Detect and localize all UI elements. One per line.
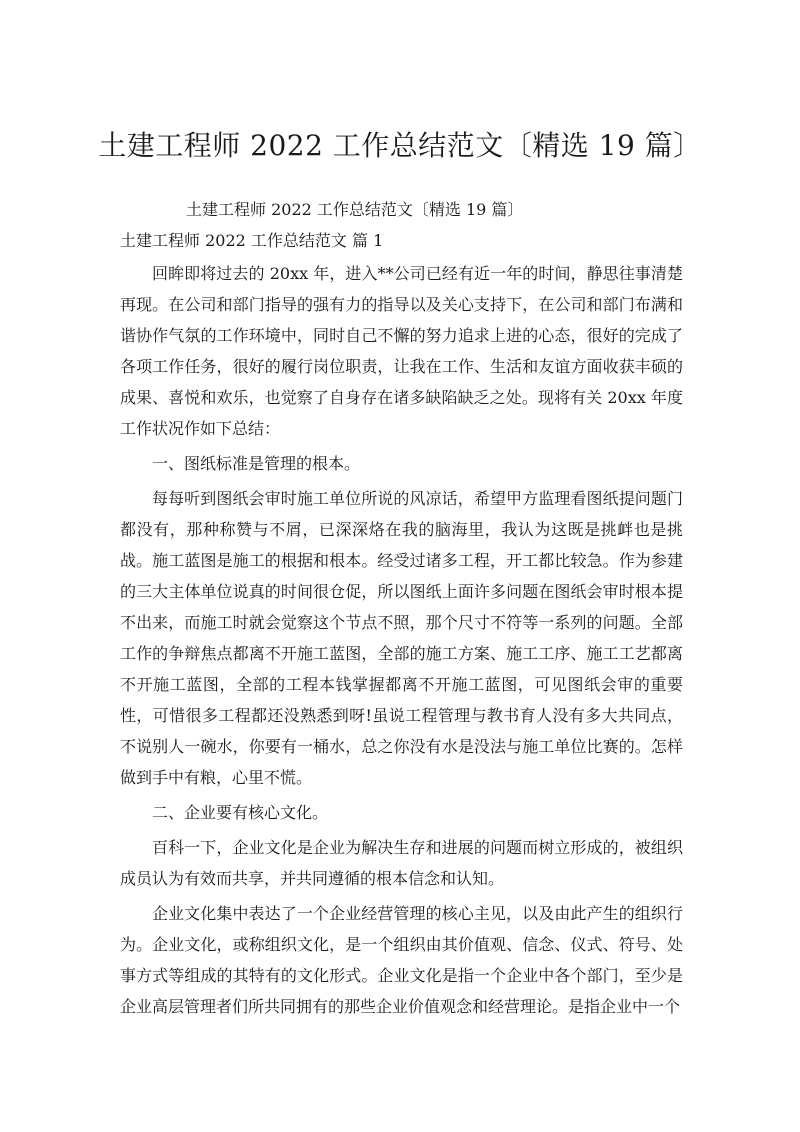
document-title: 土建工程师 2022 工作总结范文〔精选 19 篇〕 <box>98 129 702 162</box>
paragraph: 每每听到图纸会审时施工单位所说的风凉话，希望甲方监理看图纸提问题门都没有，那种称赞与不屑，已深深烙在我的脑海里，我认为这既是挑衅也是挑战。施工蓝图是施工的根据和根本。经受过诸多工程，开工都比较急。作为参建的三大主体单位说真的时间很仓促，所以图纸上面许多问题在图纸会审时根本提不出来，而施工时就会觉察这个节点不照，那个尺寸不符等一系列的问题。全部工作的争辩焦点都离不开施工蓝图，全部的施工方案、施工工序、施工工艺都离不开施工蓝图，全部的工程本钱掌握都离不开施工蓝图，可见图纸会审的重要性，可惜很多工程都还没熟悉到呀!虽说工程管理与教书育人没有多大共同点，不说别人一碗水，你要有一桶水，总之你没有水是没法与施工单位比赛的。怎样做到手中有粮，心里不慌。 <box>120 489 683 787</box>
document-subtitle: 土建工程师 2022 工作总结范文〔精选 19 篇〕 <box>186 200 524 219</box>
paragraph: 企业文化集中表达了一个企业经营管理的核心主见，以及由此产生的组织行为。企业文化，或称组织文化，是一个组织由其价值观、信念、仪式、符号、处事方式等组成的其特有的文化形式。企业文化是指一个企业中各个部门，至少是企业高层管理者们所共同拥有的那些企业价值观念和经营理论。是指企业中一个 <box>120 904 683 1016</box>
paragraph-heading: 二、企业要有核心文化。 <box>152 803 329 822</box>
paragraph: 百科一下，企业文化是企业为解决生存和进展的问题而树立形成的，被组织成员认为有效而共享，并共同遵循的根本信念和认知。 <box>120 838 683 888</box>
paragraph: 回眸即将过去的 20xx 年，进入**公司已经有近一年的时间，静思往事清楚再现。在公司和部门指导的强有力的指导以及关心支持下，在公司和部门布满和谐协作气氛的工作环境中，同时自己不懈的努力追求上进的心态，很好的完成了各项工作任务，很好的履行岗位职责，让我在工作、生活和友谊方面收获丰硕的成果、喜悦和欢乐，也觉察了自身存在诸多缺陷缺乏之处。现将有关 20xx 年度工作状况作如下总结： <box>120 264 683 438</box>
paragraph-heading: 一、图纸标准是管理的根本。 <box>152 454 361 473</box>
document-body <box>120 258 683 1026</box>
section-heading: 土建工程师 2022 工作总结范文 篇 1 <box>120 231 384 250</box>
